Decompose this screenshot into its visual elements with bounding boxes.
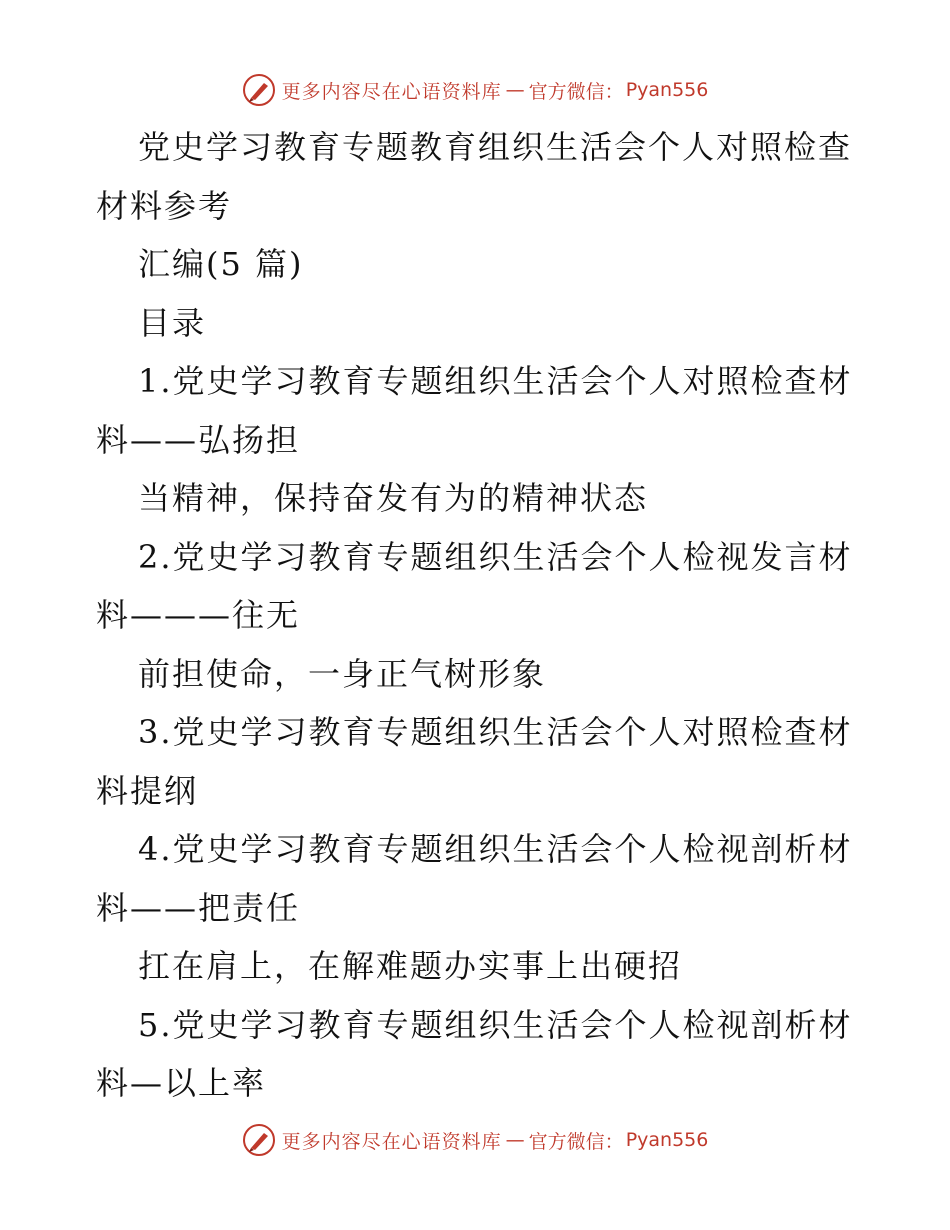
pen-logo-icon: [242, 73, 276, 107]
title-line-2: 材料参考: [96, 186, 233, 225]
watermark-separator: —: [505, 79, 525, 101]
toc-item-3-line-1: 3.党史学习教育专题组织生活会个人对照检查材: [138, 713, 853, 751]
watermark-wechat-id: Pyan556: [625, 1129, 709, 1151]
subtitle-line: 汇编(5 篇): [138, 245, 304, 283]
watermark-text: 更多内容尽在心语资料库: [281, 1130, 502, 1153]
toc-item-5-line-2: 料—以上率: [96, 1064, 267, 1102]
toc-item-4-line-3: 扛在肩上，在解难题办实事上出硬招: [138, 947, 683, 985]
watermark-footer: [0, 1120, 950, 1160]
toc-item-4-line-2: 料——把责任: [96, 888, 301, 927]
toc-item-2-line-1: 2.党史学习教育专题组织生活会个人检视发言材: [138, 537, 853, 576]
toc-heading: 目录: [138, 303, 207, 342]
document-body: [96, 118, 856, 1113]
toc-item-1-line-3: 当精神，保持奋发有为的精神状态: [138, 479, 649, 517]
title-line-1: 党史学习教育专题教育组织生活会个人对照检查: [138, 128, 853, 166]
toc-item-2-line-2: 料———往无: [96, 596, 301, 634]
toc-item-1-line-1: 1.党史学习教育专题组织生活会个人对照检查材: [138, 362, 853, 400]
toc-item-4-line-1: 4.党史学习教育专题组织生活会个人检视剖析材: [138, 830, 853, 868]
watermark-wechat-label: 官方微信：: [528, 1130, 624, 1153]
toc-item-2-line-3: 前担使命，一身正气树形象: [138, 654, 547, 693]
watermark-wechat-id: Pyan556: [625, 79, 709, 101]
toc-item-1-line-2: 料——弘扬担: [96, 420, 301, 459]
toc-item-5-line-1: 5.党史学习教育专题组织生活会个人检视剖析材: [138, 1005, 853, 1044]
watermark-separator: —: [505, 1129, 525, 1151]
watermark-wechat-label: 官方微信：: [528, 80, 624, 103]
pen-logo-icon: [242, 1123, 276, 1157]
watermark-text: 更多内容尽在心语资料库: [281, 80, 502, 103]
watermark-header: [0, 70, 950, 110]
toc-item-3-line-2: 料提纲: [96, 771, 199, 810]
